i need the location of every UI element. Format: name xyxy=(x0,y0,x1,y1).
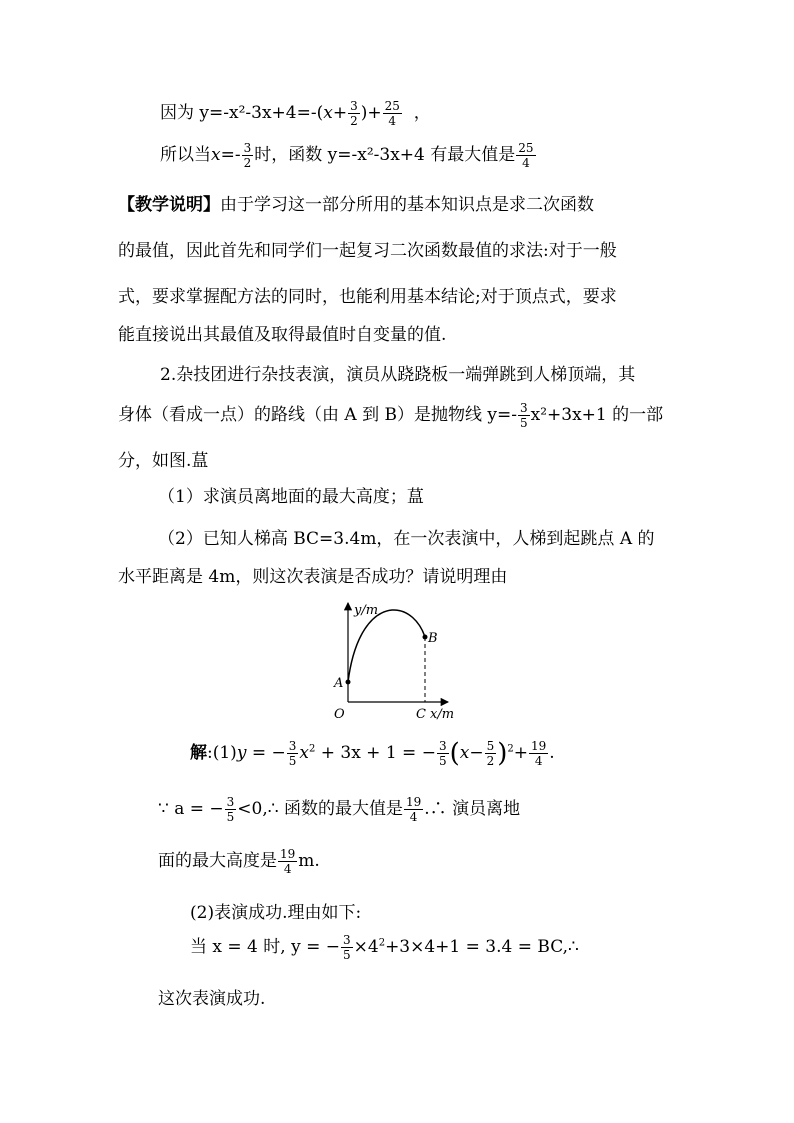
label-c: C xyxy=(416,707,426,722)
numerator: 3 xyxy=(350,99,358,113)
denominator: 4 xyxy=(409,810,418,824)
parabola-curve xyxy=(348,610,425,682)
text: y = − xyxy=(236,743,286,763)
solution-line-4: (2)表演成功.理由如下: xyxy=(190,903,362,923)
text: 面的最大高度是 xyxy=(158,851,277,871)
text: 当 x = 4 时, y = − xyxy=(190,937,340,957)
solution-line-5: 当 x = 4 时, y = − $\frac{3}{5}$ $\times 4^2+3\times 4+1 = 3.4$ = BC,∴ xyxy=(190,933,579,962)
fraction xyxy=(278,847,297,876)
denominator: 4 xyxy=(388,114,397,128)
note-line-1 xyxy=(118,190,594,215)
numerator: 3 xyxy=(243,141,252,155)
bracket-close: ) xyxy=(497,738,508,769)
y-axis-label: y/m xyxy=(354,603,379,618)
text: m. xyxy=(298,851,320,871)
label-b: B xyxy=(428,631,438,646)
text: 由于学习这一部分所用的基本知识点是求二次函数 xyxy=(220,195,594,215)
note-line-3: 式，要求掌握配方法的同时，也能利用基本结论;对于顶点式，要求 xyxy=(118,287,617,307)
fraction xyxy=(518,401,530,430)
equation-line-1 xyxy=(160,98,431,128)
denominator: 5 xyxy=(226,810,235,824)
numerator: 19 xyxy=(531,739,547,753)
text: x− xyxy=(459,743,484,763)
fraction xyxy=(225,795,237,824)
denominator: 5 xyxy=(342,948,351,962)
denominator: 2 xyxy=(350,114,358,128)
denominator: 4 xyxy=(283,862,292,876)
denominator: 5 xyxy=(288,754,297,768)
numerator: 3 xyxy=(519,401,528,415)
fraction: $\frac{5}{2}$ xyxy=(486,739,495,768)
parabola-graph xyxy=(320,600,470,724)
text: <0,∴ 函数的最大值是 xyxy=(237,799,403,819)
text: 所以当 xyxy=(160,145,211,165)
numerator: 3 xyxy=(288,739,297,753)
text: 因为 y=-x²-3x+4=-( xyxy=(160,103,324,123)
fraction xyxy=(529,739,548,768)
numerator: 25 xyxy=(518,141,534,155)
note-line-4: 能直接说出其最值及取得最值时自变量的值. xyxy=(118,325,447,345)
fraction xyxy=(341,933,353,962)
fraction xyxy=(404,795,423,824)
label-a: A xyxy=(334,676,344,691)
question-2-line-1: （2）已知人梯高 BC=3.4m，在一次表演中，人梯到起跳点 A 的 xyxy=(158,529,655,549)
var-x: x xyxy=(299,743,309,763)
solution-line-1: 解:(1)y = − $\frac{3}{5}$ $x^2 + 3x + 1$ = − $\frac{3}{5}$ (x− $\frac{5}{2}$ )$^2$+ $\frac{19}{4}$ . xyxy=(190,738,555,769)
fraction xyxy=(287,739,299,768)
label-o: O xyxy=(334,707,345,722)
var-x: x xyxy=(323,103,333,123)
numerator: 3 xyxy=(342,933,351,947)
numerator: 25 xyxy=(384,99,400,113)
problem-line-3: 分，如图.蒀 xyxy=(118,451,209,471)
fraction xyxy=(516,141,535,170)
fraction xyxy=(383,99,402,128)
point-a xyxy=(346,680,351,685)
denominator: 4 xyxy=(522,156,530,170)
denominator: 4 xyxy=(534,754,543,768)
text: 身体（看成一点）的路线（由 A 到 B）是抛物线 y=- xyxy=(118,405,517,425)
x-axis-label: x/m xyxy=(430,707,455,722)
note-label: 【教学说明】 xyxy=(118,195,220,215)
solution-line-3 xyxy=(158,846,320,876)
text: :(1) xyxy=(207,743,237,763)
text: + xyxy=(513,743,529,763)
question-2-line-2: 水平距离是 4m，则这次表演是否成功？请说明理由 xyxy=(118,567,508,587)
text: ∵ a = − xyxy=(158,799,224,819)
text: + 3x + 1 = − xyxy=(315,743,436,763)
text: )+ xyxy=(360,103,382,123)
fraction xyxy=(348,99,360,128)
text: x²+3x+1 的一部 xyxy=(530,405,664,425)
equation-line-2 xyxy=(160,140,537,170)
text: ×4 xyxy=(353,937,379,957)
fraction xyxy=(242,141,254,170)
problem-line-2 xyxy=(118,400,663,430)
text: .∴ 演员离地 xyxy=(424,799,521,819)
numerator: 19 xyxy=(280,847,296,861)
fraction: $\frac{3}{5}$ xyxy=(438,739,447,768)
bracket-open: ( xyxy=(449,738,460,769)
text: =- xyxy=(220,145,241,165)
numerator: 3 xyxy=(226,795,235,809)
numerator: 19 xyxy=(405,795,422,809)
solution-label: 解 xyxy=(190,743,207,763)
point-b xyxy=(423,635,428,640)
solution-line-2 xyxy=(158,794,520,824)
var-x: x xyxy=(211,145,221,165)
text: 时，函数 y=-x²-3x+4 有最大值是 xyxy=(254,145,516,165)
question-1: （1）求演员离地面的最大高度；蒀 xyxy=(158,487,424,507)
text: +3×4+1 = 3.4 = BC,∴ xyxy=(385,937,579,957)
denominator: 2 xyxy=(243,156,252,170)
note-line-2: 的最值，因此首先和同学们一起复习二次函数最值的求法:对于一般 xyxy=(118,241,617,261)
problem-line-1: 2.杂技团进行杂技表演，演员从跷跷板一端弹跳到人梯顶端，其 xyxy=(160,365,636,385)
text: ， xyxy=(413,103,431,123)
text: + xyxy=(332,103,348,123)
denominator: 5 xyxy=(519,416,528,430)
solution-line-6: 这次表演成功. xyxy=(158,989,266,1009)
